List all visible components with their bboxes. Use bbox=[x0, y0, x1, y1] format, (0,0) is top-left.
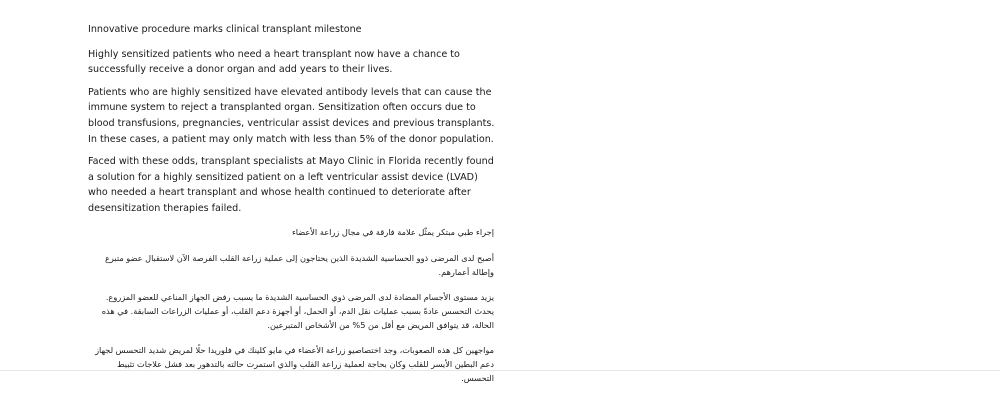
english-paragraph-1: Highly sensitized patients who need a heart transplant now have a chance to successfully receive a donor organ and add years to their lives. bbox=[88, 48, 460, 76]
arabic-paragraph-1: أصبح لدى المرضى ذوو الحساسية الشديدة الذين يحتاجون إلى عملية زراعة القلب الفرصة الآن لاستقبال عضو متبرع وإطالة أعمارهم. bbox=[104, 252, 494, 277]
english-title: Innovative procedure marks clinical transplant milestone bbox=[88, 24, 362, 35]
arabic-title: إجراء طبي مبتكر يمثّل علامة فارقة في مجال زراعة الأعضاء bbox=[291, 226, 494, 237]
document-body bbox=[88, 22, 498, 396]
arabic-paragraph-2: يزيد مستوى الأجسام المضادة لدى المرضى ذوي الحساسية الشديدة ما يسبب رفض الجهاز المناعي للعضو المزروع. يحدث التحسس عادةً بسبب عمليات نقل الدم، أو الحمل، أو أجهزة دعم القلب، أو عمليات الزراعات السابقة. في هذه الحالة، قد يتوافق المريض مع أقل من 5% من الأشخاص المتبرعين. bbox=[101, 291, 494, 330]
english-paragraph-3: Faced with these odds, transplant specialists at Mayo Clinic in Florida recently found a solution for a highly sensitized patient on a left ventricular assist device (LVAD) who needed a heart transplant and whose health continued to deteriorate after desensitization therapies failed. bbox=[88, 156, 494, 214]
page-edge-line bbox=[0, 370, 1000, 371]
english-paragraph-2: Patients who are highly sensitized have elevated antibody levels that can cause the immune system to reject a transplanted organ. Sensitization often occurs due to blood transfusions, pregnancies, ventricular assist devices and previous transplants. In these cases, a patient may only match with less than 5% of the donor population. bbox=[88, 86, 495, 145]
arabic-paragraph-3: مواجهين كل هذه الصعوبات، وجد اختصاصيو زراعة الأعضاء في مايو كلينك في فلوريدا حلًا لمريض شديد التحسس لجهاز دعم البطين الأيسر للقلب وكان بحاجة لعملية زراعة القلب والذي استمرت حالته بالتدهور بعد فشل علاجات تثبيط التحسس. bbox=[95, 344, 494, 383]
